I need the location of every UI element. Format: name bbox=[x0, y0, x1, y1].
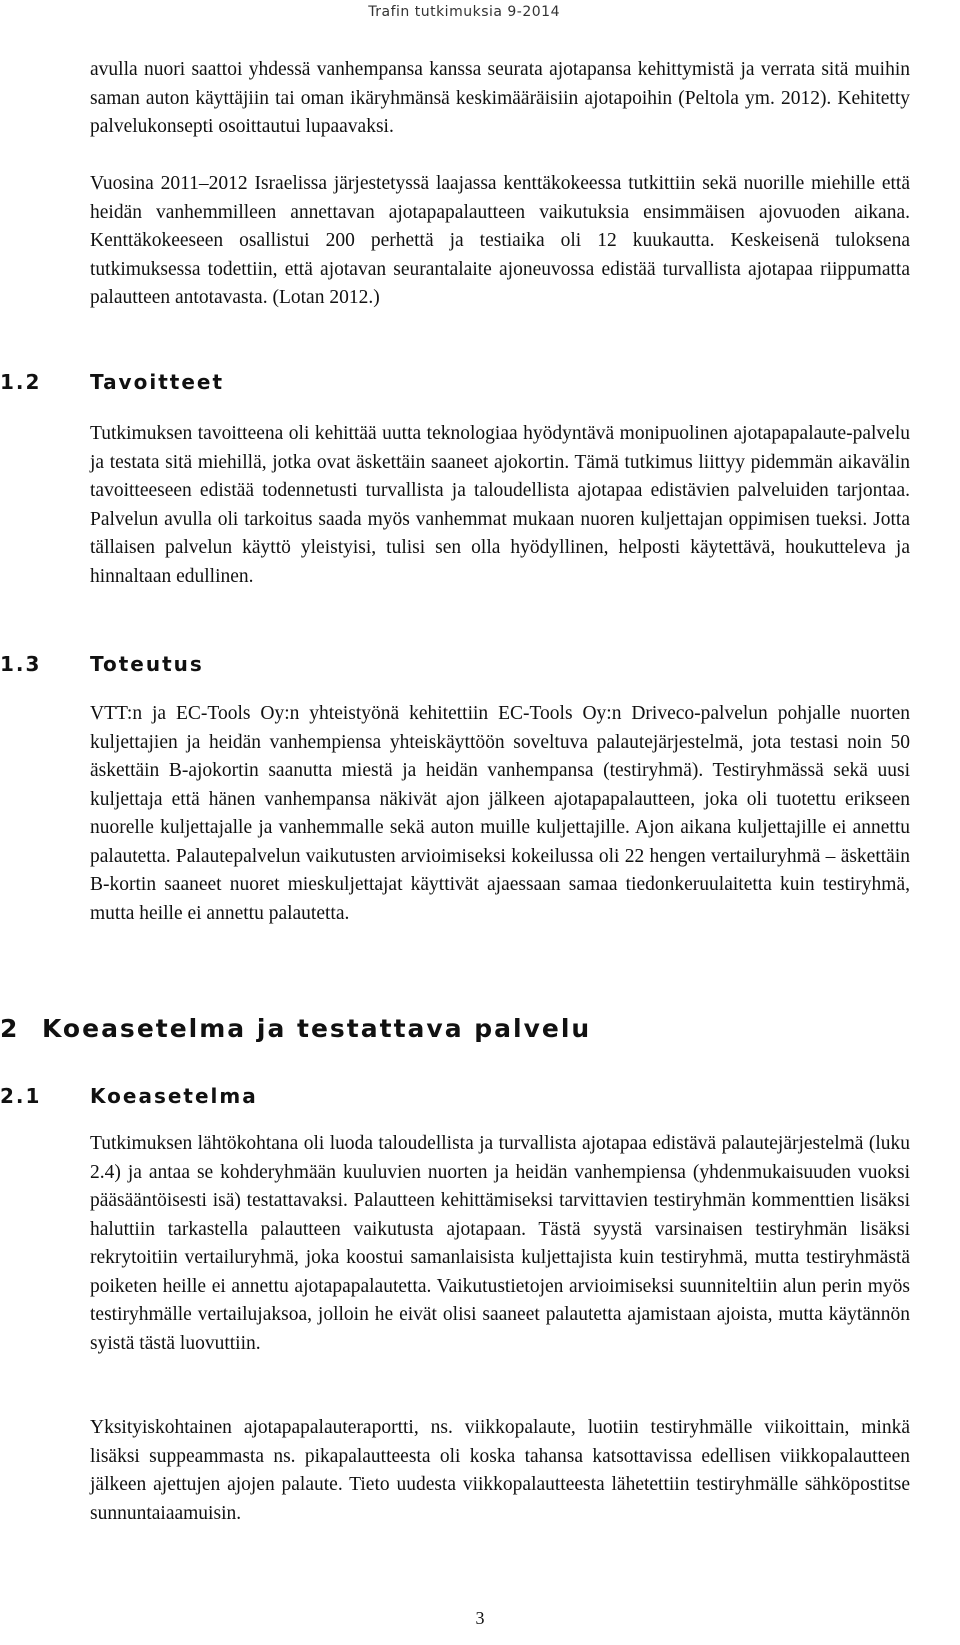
chapter-number: 2 bbox=[0, 1014, 20, 1043]
paragraph-implementation: VTT:n ja EC-Tools Oy:n yhteistyönä kehitettiin EC-Tools Oy:n Driveco-palvelun pohjalle nuorten kuljettajien ja heidän vanhempiensa yhteiskäyttöön soveltuva palautejärjestelmä, jota testasi noin 50 äskettäin B-ajokortin saanutta miestä ja heidän vanhempansa (testiryhmä). Testiryhmässä sekä uusi kuljettaja että hänen vanhempansa näkivät ajon jälkeen ajotapapalautteen, joka oli tuotettu erikseen nuorelle kuljettajalle ja vanhemmalle sekä auton muille kuljettajille. Ajon aikana kuljettajille ei annettu palautetta. Palautepalvelun vaikutusten arvioimiseksi kokeilussa oli 22 hengen vertailuryhmä – äskettäin B-kortin saaneet nuoret mieskuljettajat käyttivät ajaessaan samaa tiedonkeruulaitetta kuin testiryhmä, mutta heille ei annettu palautetta. bbox=[90, 703, 910, 924]
section-heading-1-3 bbox=[0, 652, 204, 676]
section-title: Koeasetelma bbox=[90, 1084, 258, 1108]
chapter-heading-2 bbox=[0, 1014, 591, 1043]
section-number: 1.2 bbox=[0, 370, 42, 394]
paragraph-objectives: Tutkimuksen tavoitteena oli kehittää uutta teknologiaa hyödyntävä monipuolinen ajotapapalaute-palvelu ja testata sitä miehillä, jotka ovat äskettäin saaneet ajokortin. Tämä tutkimus liittyy pidemmän aikavälin tavoitteeseen edistää todennetusti turvallista ja taloudellista ajotapaa edistävien palveluiden tarjontaa. Palvelun avulla oli tarkoitus saada myös vanhemmat mukaan nuoren kuljettajan oppimisen tueksi. Jotta tällaisen palvelun käyttö yleistyisi, tulisi sen olla hyödyllinen, helposti käytettävä, houkutteleva ja hinnaltaan edullinen. bbox=[90, 423, 910, 587]
section-title: Toteutus bbox=[90, 652, 204, 676]
paragraph-weekly-report: Yksityiskohtainen ajotapapalauteraportti, ns. viikkopalaute, luotiin testiryhmälle viikoittain, minkä lisäksi suppeammasta ns. pikapalautteesta oli koska tahansa katsottavissa edellisen viikkopalautteen jälkeen ajettujen ajojen palaute. Tieto uudesta viikkopalautteesta lähetettiin testiryhmälle sähköpostitse sunnuntaiaamuisin. bbox=[90, 1417, 910, 1524]
section-number: 1.3 bbox=[0, 652, 42, 676]
section-number: 2.1 bbox=[0, 1084, 42, 1108]
section-heading-2-1 bbox=[0, 1084, 258, 1108]
paragraph-test-setup: Tutkimuksen lähtökohtana oli luoda taloudellista ja turvallista ajotapaa edistävä palautejärjestelmä (luku 2.4) ja antaa se kohderyhmään kuuluvien nuorten ja heidän vanhempiensa (yhdenmukaisuuden vuoksi pääsääntöisesti isä) testattavaksi. Palautteen kehittämiseksi tarvittavien testiryhmän kommenttien lisäksi haluttiin tarkastella palautteen vaikutusta ajotapaan. Tästä syystä varsinaisen testiryhmän lisäksi rekrytoitiin vertailuryhmä, joka koostui samanlaisista kuljettajista kuin testiryhmä, mutta testiryhmästä poiketen heille ei annettu ajotapapalautetta. Vaikutustietojen arvioimiseksi suunniteltiin alun perin myös testiryhmälle vertailujaksoa, jolloin he eivät olisi saaneet palautetta ajamistaan ajoista, mutta käytännön syistä tästä luovuttiin. bbox=[90, 1133, 910, 1354]
section-title: Tavoitteet bbox=[90, 370, 225, 394]
section-heading-1-2 bbox=[0, 370, 224, 394]
paragraph-intro-continued: avulla nuori saattoi yhdessä vanhempansa kanssa seurata ajotapansa kehittymistä ja verrata sitä muihin saman auton käyttäjiin tai oman ikäryhmänsä keskimääräisiin ajotapoihin (Peltola ym. 2012). Kehitetty palvelukonsepti osoittautui lupaavaksi. bbox=[90, 59, 910, 137]
running-header: Trafin tutkimuksia 9-2014 bbox=[368, 4, 560, 20]
page-number: 3 bbox=[475, 1608, 485, 1628]
chapter-title: Koeasetelma ja testattava palvelu bbox=[42, 1014, 592, 1043]
paragraph-israel-study: Vuosina 2011–2012 Israelissa järjestetyssä laajassa kenttäkokeessa tutkittiin sekä nuorille miehille että heidän vanhemmilleen annettavan ajotapapalautteen vaikutuksia ensimmäisen ajovuoden aikana. Kenttäkokeeseen osallistui 200 perhettä ja testiaika oli 12 kuukautta. Keskeisenä tuloksena tutkimuksessa todettiin, että ajotavan seurantalaite ajoneuvossa edistää turvallista ajotapaa riippumatta palautteen antotavasta. (Lotan 2012.) bbox=[90, 173, 910, 308]
